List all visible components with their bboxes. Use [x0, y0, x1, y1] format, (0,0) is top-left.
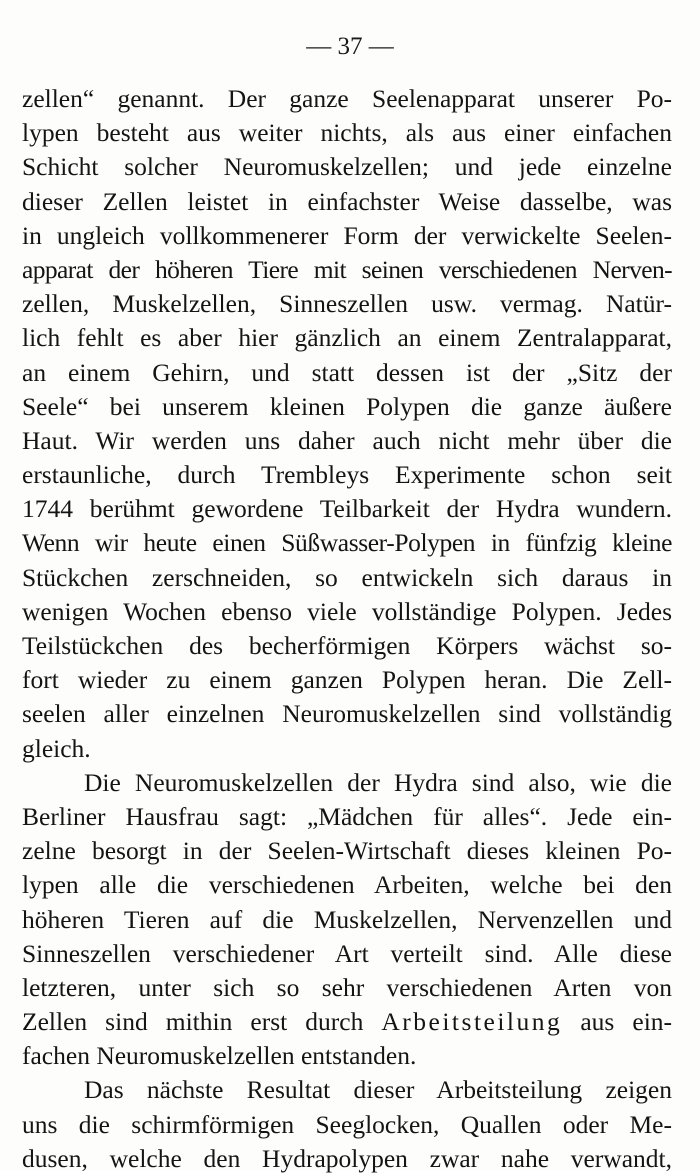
text-line: dusen, welche den Hydrapolypen zwar nahe verwandt, — [22, 1143, 672, 1173]
text-line: uns die schirmförmigen Seeglocken, Quallen oder Me- — [22, 1109, 672, 1139]
text-line: 1744 berühmt gewordene Teilbarkeit der Hydra wundern. — [22, 494, 672, 524]
text-line: zelne besorgt in der Seelen-Wirtschaft dieses kleinen Po- — [22, 836, 672, 866]
text-line: zellen“ genannt. Der ganze Seelenapparat unserer Po- — [22, 84, 672, 113]
text-line-with-emphasis — [22, 1005, 672, 1039]
text-line: seelen aller einzelnen Neuromuskelzellen sind vollständig — [22, 699, 672, 729]
text-line: wenigen Wochen ebenso viele vollständige Polypen. Jedes — [22, 596, 672, 626]
text-line: Das nächste Resultat dieser Arbeitsteilung zeigen — [84, 1075, 672, 1105]
text-line: Teilstückchen des becherförmigen Körpers wächst so- — [22, 631, 672, 660]
text-line: zellen, Muskelzellen, Sinneszellen usw. vermag. Natür- — [22, 289, 672, 319]
text-line: fort wieder zu einem ganzen Polypen heran. Die Zell- — [22, 665, 672, 695]
text-line: höheren Tieren auf die Muskelzellen, Nervenzellen und — [22, 904, 672, 934]
text-line: Die Neuromuskelzellen der Hydra sind also, wie die — [84, 767, 672, 797]
text-line: apparat der höheren Tiere mit seinen verschiedenen Nerven- — [22, 254, 672, 284]
text-line: gleich. — [22, 733, 91, 763]
text-line: lypen besteht aus weiter nichts, als aus einer einfachen — [22, 118, 672, 148]
emphasized-word: Arbeitsteilung — [381, 1007, 563, 1037]
text-fragment: Zellen sind mithin erst durch — [22, 1007, 364, 1037]
text-line: an einem Gehirn, und statt dessen ist der „Sitz der — [22, 357, 672, 387]
text-line: erstaunliche, durch Trembleys Experimente schon seit — [22, 460, 672, 490]
text-line: in ungleich vollkommenerer Form der verwickelte Seelen- — [22, 220, 672, 250]
text-line: Stückchen zerschneiden, so entwickeln sich daraus in — [22, 562, 672, 592]
text-line: fachen Neuromuskelzellen entstanden. — [22, 1041, 417, 1071]
text-line: Haut. Wir werden uns daher auch nicht mehr über die — [22, 425, 672, 455]
text-line: lich fehlt es aber hier gänzlich an einem Zentralapparat, — [22, 323, 672, 353]
text-line: lypen alle die verschiedenen Arbeiten, welche bei den — [22, 870, 672, 900]
text-line: Sinneszellen verschiedener Art verteilt sind. Alle diese — [22, 938, 672, 968]
text-line: Schicht solcher Neuromuskelzellen; und jede einzelne — [22, 152, 672, 182]
text-line: letzteren, unter sich so sehr verschiedenen Arten von — [22, 972, 672, 1002]
text-line: Wenn wir heute einen Süßwasser-Polypen in fünfzig kleine — [22, 528, 672, 558]
page-number: — 37 — — [306, 33, 394, 60]
text-line: dieser Zellen leistet in einfachster Weise dasselbe, was — [22, 186, 672, 216]
text-line: Berliner Hausfrau sagt: „Mädchen für alles“. Jede ein- — [22, 801, 672, 831]
text-line: Seele“ bei unserem kleinen Polypen die ganze äußere — [22, 391, 672, 421]
body-text — [22, 82, 672, 1176]
text-fragment: aus ein- — [580, 1007, 672, 1037]
